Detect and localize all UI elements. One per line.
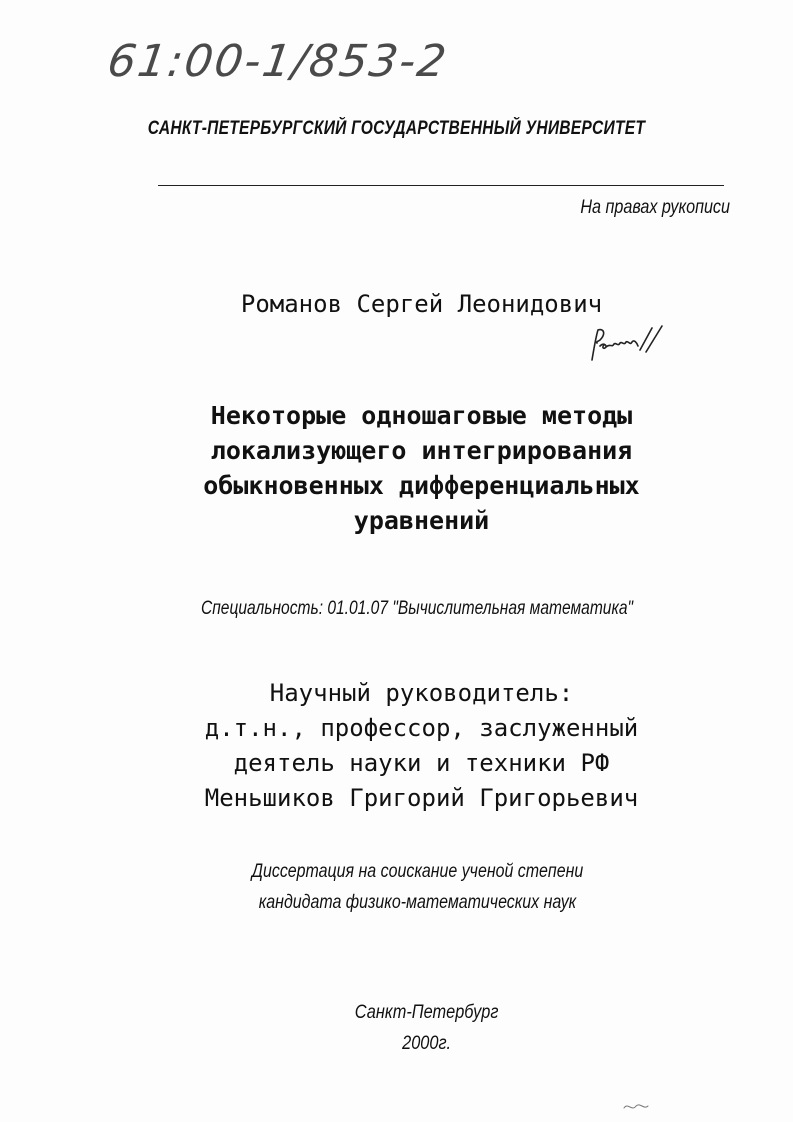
supervisor-honor: деятель науки и техники РФ [233, 749, 610, 777]
university-name: САНКТ-ПЕТЕРБУРГСКИЙ ГОСУДАРСТВЕННЫЙ УНИВЕРСИТЕТ [147, 118, 646, 139]
title-line: уравнений [353, 506, 490, 535]
scan-artifact-mark [622, 1100, 662, 1114]
title-line: обыкновенных дифференциальных [203, 471, 640, 500]
header-divider [158, 185, 724, 186]
author-name: Романов Сергей Леонидович [240, 290, 603, 318]
degree-statement [63, 856, 729, 918]
year: 2000г. [402, 1033, 452, 1054]
degree-statement-line: кандидата физико-математических наук [258, 892, 577, 913]
title-line: Некоторые одношаговые методы [210, 401, 633, 430]
place-and-year [56, 997, 738, 1059]
degree-statement-line: Диссертация на соискание ученой степени [251, 861, 584, 882]
supervisor-name: Меньшиков Григорий Григорьевич [204, 784, 639, 812]
supervisor-degree: д.т.н., профессор, заслуженный [204, 714, 639, 742]
specialty-line: Специальность: 01.01.07 "Вычислительная математика" [200, 598, 634, 619]
archive-code-handwritten: 61:00-1/853-2 [104, 36, 451, 87]
title-line: локализующего интегрирования [210, 436, 633, 465]
manuscript-rights-note: На правах рукописи [580, 197, 730, 218]
city-name: Санкт-Петербург [354, 1002, 499, 1023]
supervisor-heading: Научный руководитель: [269, 679, 574, 707]
dissertation-title [0, 398, 793, 538]
author-signature [588, 322, 668, 370]
supervisor-block [0, 676, 793, 816]
